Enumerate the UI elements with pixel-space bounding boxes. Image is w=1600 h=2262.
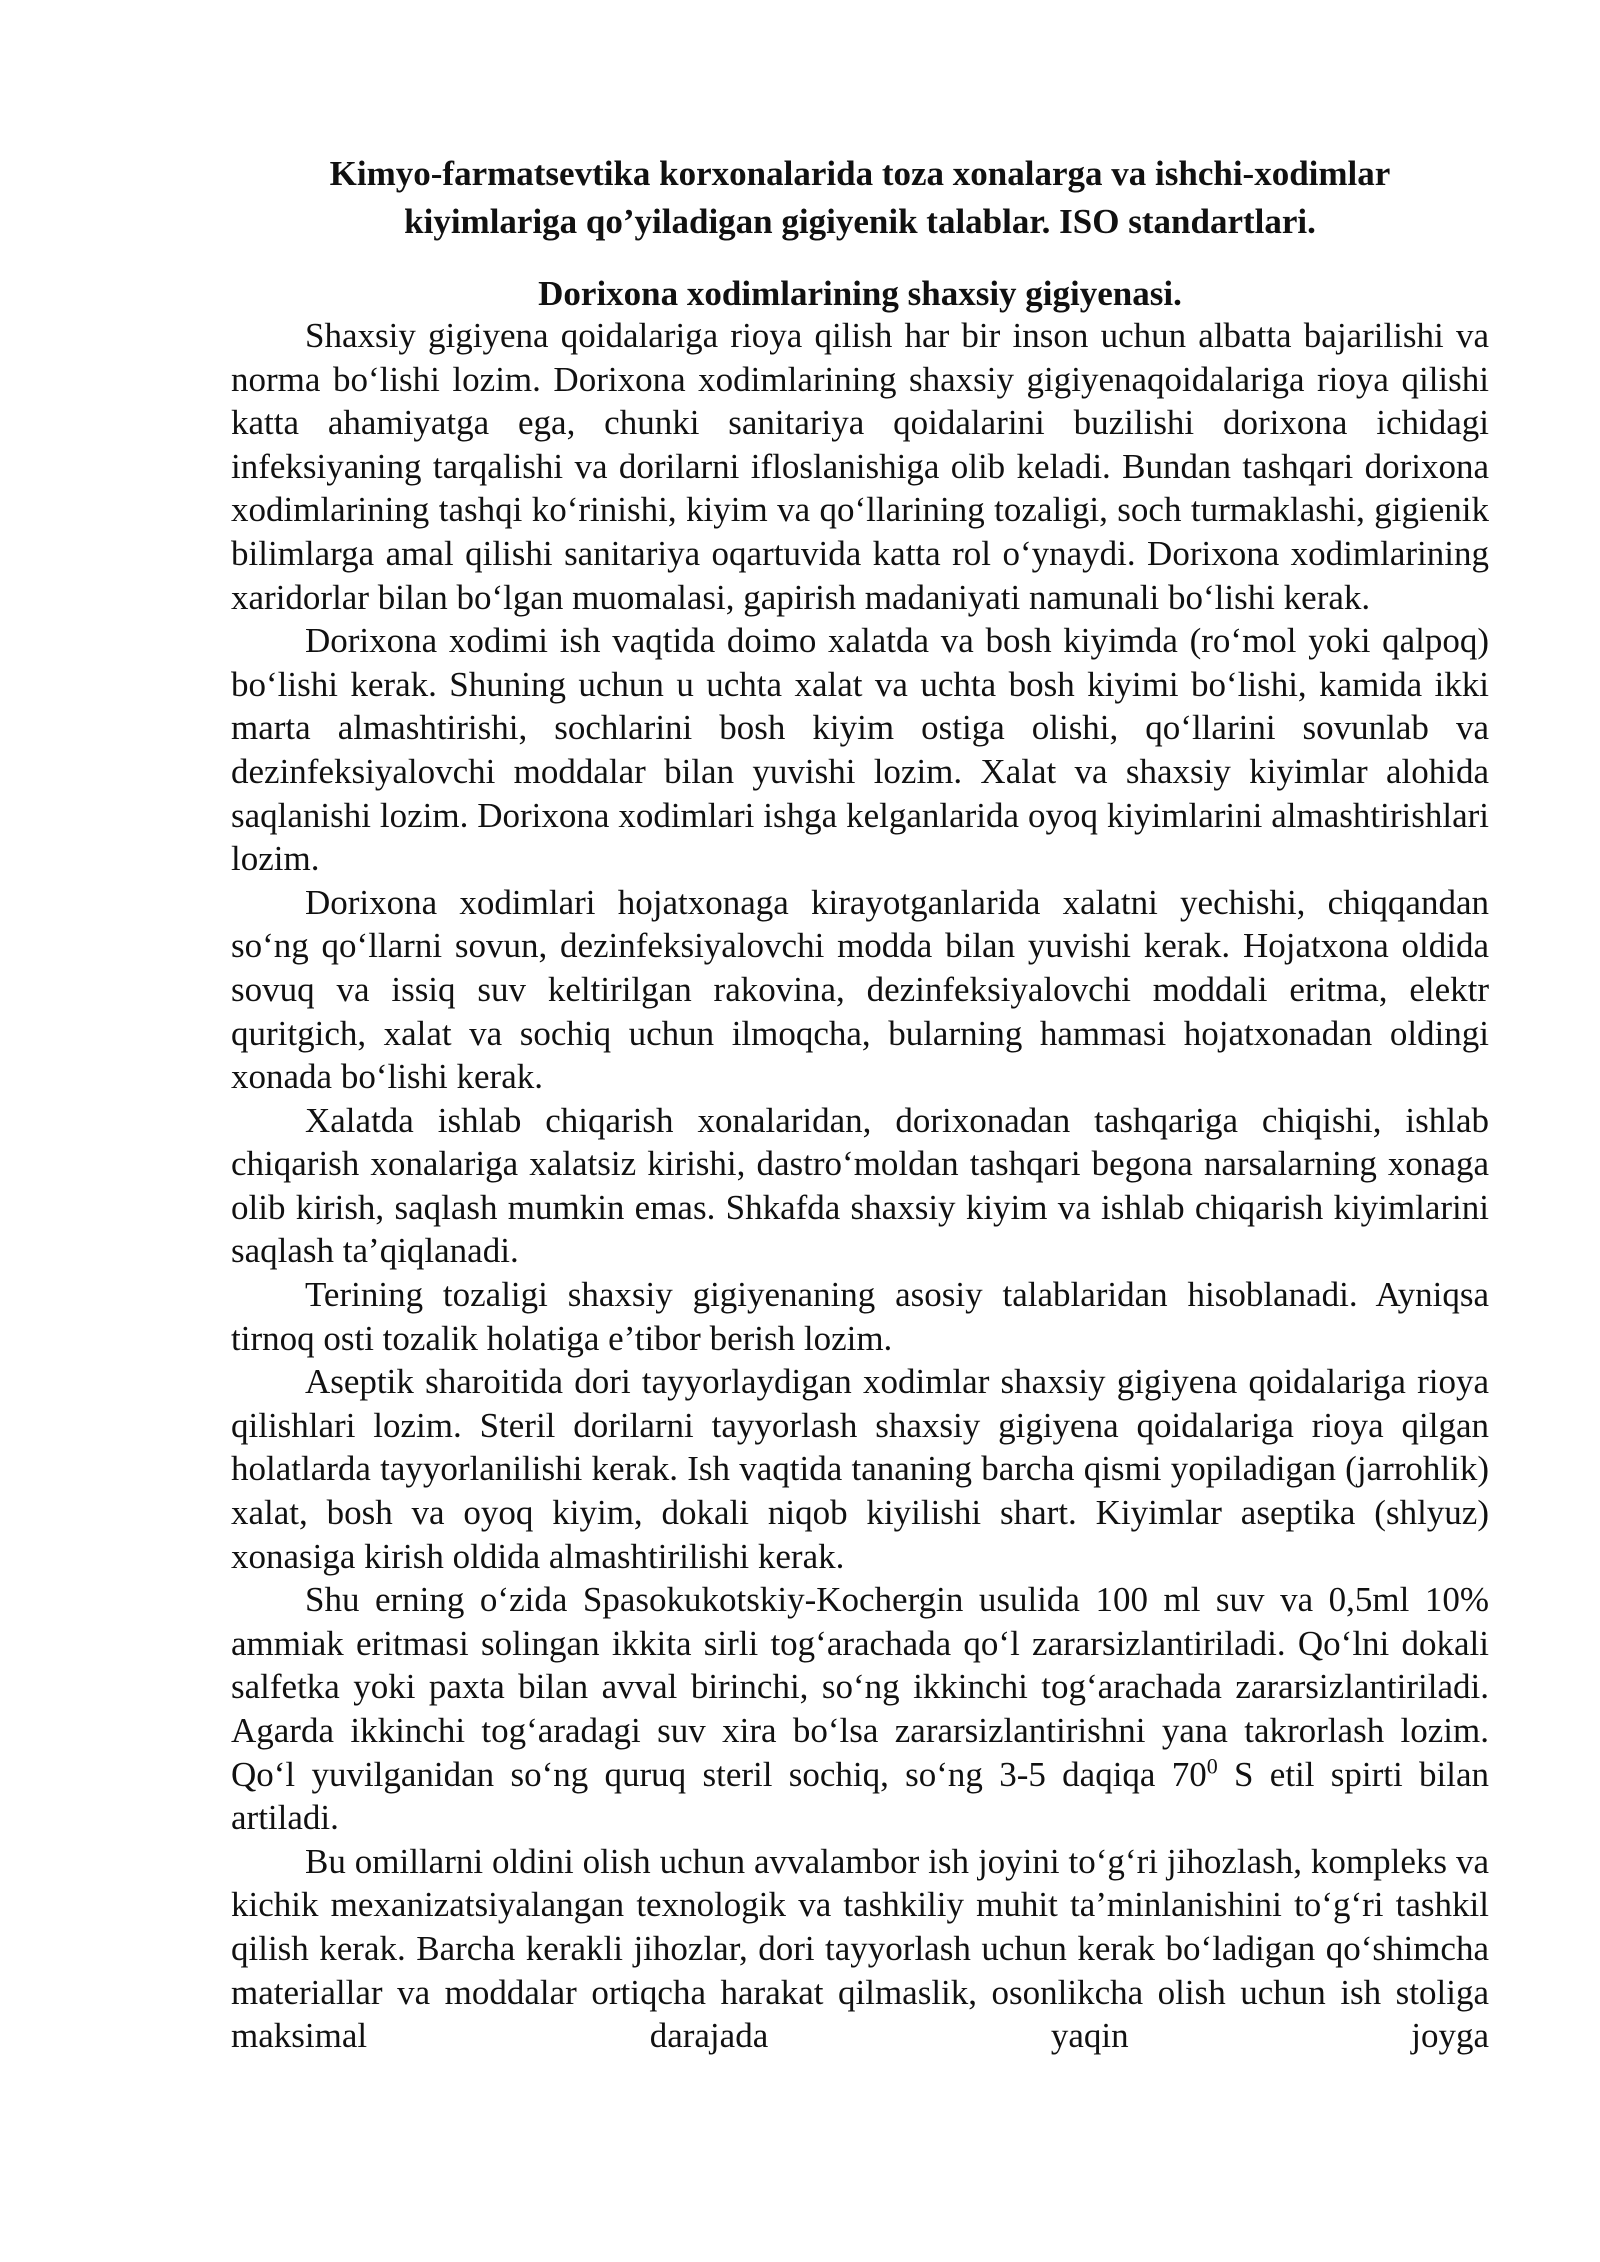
title-line-2: kiyimlariga qo’yiladigan gigiyenik talablar. ISO standartlari. (404, 202, 1316, 241)
paragraph-6: Aseptik sharoitida dori tayyorlaydigan xodimlar shaxsiy gigiyena qoidalariga rioya qilishlari lozim. Steril dorilarni tayyorlash shaxsiy gigiyena qoidalariga rioya qilgan holatlarda tayyorlanilishi kerak. Ish vaqtida tananing barcha qismi yopiladigan (jarrohlik) xalat, bosh va oyoq kiyim, dokali niqob kiyilishi shart. Kiyimlar aseptika (shlyuz) xonasiga kirish oldida almashtirilishi kerak. (231, 1362, 1489, 1576)
paragraph-4: Xalatda ishlab chiqarish xonalaridan, dorixonadan tashqariga chiqishi, ishlab chiqarish xonalariga xalatsiz kirishi, dastro‘moldan tashqari begona narsalarning xonaga olib kirish, saqlash mumkin emas. Shkafda shaxsiy kiyim va ishlab chiqarish kiyimlarini saqlash ta’qiqlanadi. (231, 1100, 1489, 1271)
paragraph-7-tail: S etil spirti bilan artiladi. (231, 1754, 1489, 1838)
paragraph-7-text: Shu erning o‘zida Spasokukotskiy-Kochergin usulida 100 ml suv va 0,5ml 10% ammiak eritmasi solingan ikkita sirli tog‘arachada qo‘l zararsizlantiriladi. Qo‘lni dokali salfetka yoki paxta bilan avval birinchi, so‘ng ikkinchi tog‘arachada zararsizlantiriladi. Agarda ikkinchi tog‘aradagi suv xira bo‘lsa zararsizlantirishni yana takrorlash lozim. Qo‘l yuvilganidan so‘ng quruq steril sochiq, so‘ng 3-5 daqiqa 70 (231, 1580, 1489, 1794)
paragraph-8: Bu omillarni oldini olish uchun avvalambor ish joyini to‘g‘ri jihozlash, kompleks va kichik mexanizatsiyalangan texnologik va tashkiliy muhit ta’minlanishini to‘g‘ri tashkil qilish kerak. Barcha kerakli jihozlar, dori tayyorlash uchun kerak bo‘ladigan qo‘shimcha materiallar va moddalar ortiqcha harakat qilmaslik, osonlikcha olish uchun ish stoliga maksimal darajada yaqin joyga (231, 1841, 1489, 2056)
degree-superscript: 0 (1206, 1752, 1218, 1778)
paragraph-5: Terining tozaligi shaxsiy gigiyenaning asosiy talablaridan hisoblanadi. Ayniqsa tirnoq osti tozalik holatiga e’tibor berish lozim. (231, 1275, 1489, 1358)
title-line-1: Kimyo-farmatsevtika korxonalarida toza xonalarga va ishchi-xodimlar (329, 154, 1391, 193)
document-page (231, 150, 1489, 2058)
section-heading: Dorixona xodimlarining shaxsiy gigiyenasi. (538, 274, 1182, 313)
paragraph-2: Dorixona xodimi ish vaqtida doimo xalatda va bosh kiyimda (ro‘mol yoki qalpoq) bo‘lishi kerak. Shuning uchun u uchta xalat va uchta bosh kiyimi bo‘lishi, kamida ikki marta almashtirishi, sochlarini bosh kiyim ostiga olishi, qo‘llarini sovunlab va dezinfeksiyalovchi moddalar bilan yuvishi lozim. Xalat va shaxsiy kiyimlar alohida saqlanishi lozim. Dorixona xodimlari ishga kelganlarida oyoq kiyimlarini almashtirishlari lozim. (231, 621, 1489, 879)
paragraph-1: Shaxsiy gigiyena qoidalariga rioya qilish har bir inson uchun albatta bajarilishi va norma bo‘lishi lozim. Dorixona xodimlarining shaxsiy gigiyenaqoidalariga rioya qilishi katta ahamiyatga ega, chunki sanitariya qoidalarini buzilishi dorixona ichidagi infeksiyaning tarqalishi va dorilarni ifloslanishiga olib keladi. Bundan tashqari dorixona xodimlarining tashqi ko‘rinishi, kiyim va qo‘llarining tozaligi, soch turmaklashi, gigienik bilimlarga amal qilishi sanitariya oqartuvida katta rol o‘ynaydi. Dorixona xodimlarining xaridorlar bilan bo‘lgan muomalasi, gapirish madaniyati namunali bo‘lishi kerak. (231, 316, 1489, 617)
paragraph-3: Dorixona xodimlari hojatxonaga kirayotganlarida xalatni yechishi, chiqqandan so‘ng qo‘llarni sovun, dezinfeksiyalovchi modda bilan yuvishi kerak. Hojatxona oldida sovuq va issiq suv keltirilgan rakovina, dezinfeksiyalovchi moddali eritma, elektr quritgich, xalat va sochiq uchun ilmoqcha, bularning hammasi hojatxonadan oldingi xonada bo‘lishi kerak. (231, 882, 1489, 1097)
paragraph-7 (231, 1578, 1489, 1840)
document-title (231, 150, 1489, 246)
